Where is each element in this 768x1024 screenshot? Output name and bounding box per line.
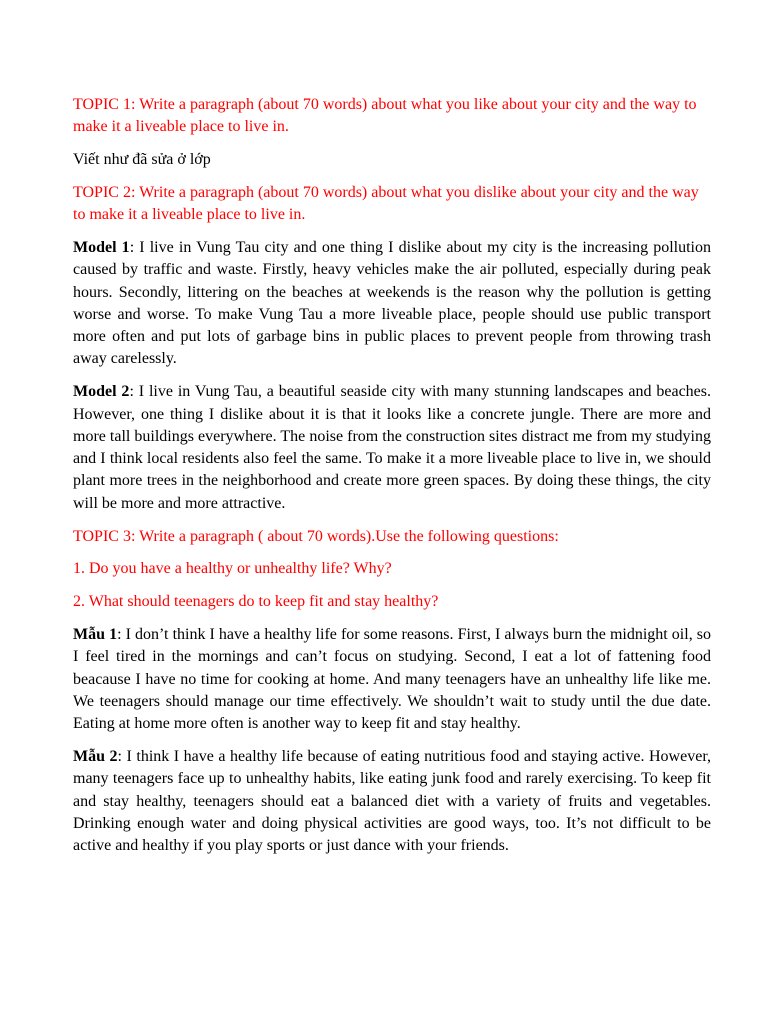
model2-paragraph xyxy=(73,381,711,515)
topic1-heading: TOPIC 1: Write a paragraph (about 70 words) about what you like about your city and the way to make it a liveable place to live in. xyxy=(73,96,697,136)
model2-label: Model 2 xyxy=(73,383,130,401)
sample1-paragraph xyxy=(73,624,711,735)
topic3-question-2: 2. What should teenagers do to keep fit and stay healthy? xyxy=(73,593,439,611)
sample1-label: Mẫu 1 xyxy=(73,625,118,643)
model1-text: : I live in Vung Tau city and one thing I dislike about my city is the increasing pollution caused by traffic and waste. Firstly, heavy vehicles make the air polluted, especially during peak hours. Secondly, littering on the beaches at weekends is the reason why the pollution is getting worse and worse. To make Vung Tau a more liveable place, people should use public transport more often and put lots of garbage bins in public places to prevent people from throwing trash away carelessly. xyxy=(73,238,712,368)
sample2-text: : I think I have a healthy life because of eating nutritious food and staying active. However, many teenagers face up to unhealthy habits, like eating junk food and rarely exercising. To keep fit and stay healthy, teenagers should eat a balanced diet with a variety of fruits and vegetables. Drinking enough water and doing physical activities are good ways, too. It’s not difficult to be active and healthy if you play sports or just dance with your friends. xyxy=(73,747,712,855)
topic2-heading: TOPIC 2: Write a paragraph (about 70 words) about what you dislike about your city and the way to make it a liveable place to live in. xyxy=(73,183,699,224)
model1-paragraph xyxy=(73,237,711,371)
sample2-label: Mẫu 2 xyxy=(73,747,118,765)
model2-text: : I live in Vung Tau, a beautiful seaside city with many stunning landscapes and beaches. However, one thing I dislike about it is that it looks like a concrete jungle. There are more and more tall buildings everywhere. The noise from the construction sites distract me from my studying and I think local residents also feel the same. To make it a more liveable place to live in, we should plant more trees in the neighborhood and create more green spaces. By doing these things, the city will be more and more attractive. xyxy=(73,383,712,512)
sample1-text: : I don’t think I have a healthy life for some reasons. First, I always burn the midnight oil, so I feel tired in the mornings and can’t focus on studying. Second, I eat a lot of fattening food beacause I have no time for cooking at home. And many teenagers have an unhealthy life like me. We teenagers should manage our time effectively. We shouldn’t wait to study until the due date. Eating at home more often is another way to keep fit and stay healthy. xyxy=(73,625,712,733)
topic3-heading: TOPIC 3: Write a paragraph ( about 70 words).Use the following questions: xyxy=(73,527,559,545)
sample2-paragraph xyxy=(73,746,711,857)
model1-label: Model 1 xyxy=(73,238,130,256)
topic3-question-1: 1. Do you have a healthy or unhealthy life? Why? xyxy=(73,560,392,578)
topic1-note: Viết như đã sửa ở lớp xyxy=(73,151,211,169)
